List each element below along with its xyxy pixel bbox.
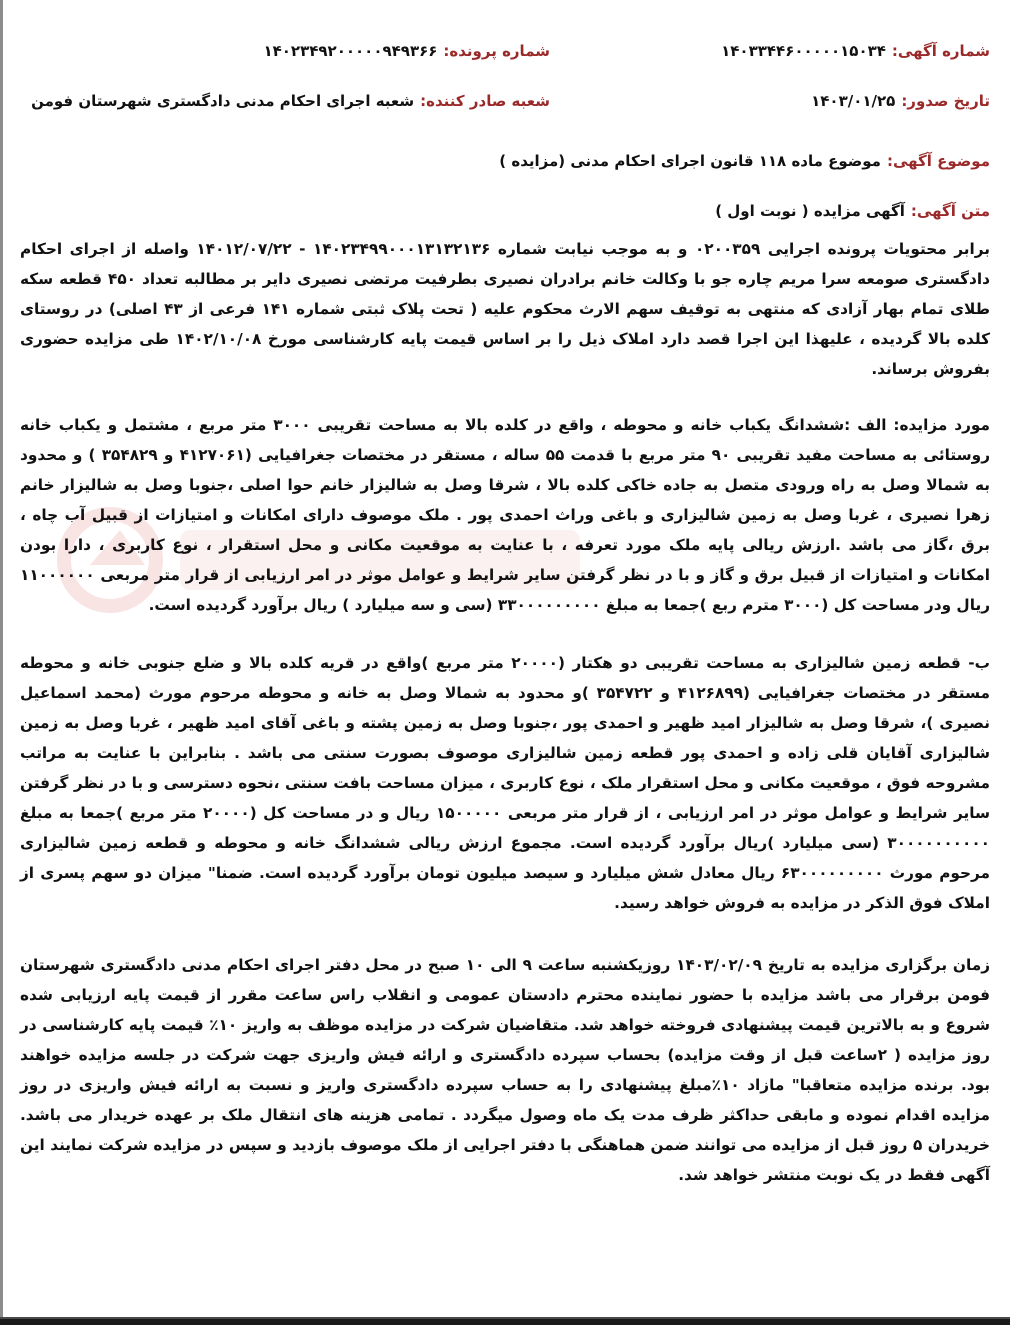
notice-number: ۱۴۰۳۳۴۴۶۰۰۰۰۰۱۵۰۳۴ bbox=[721, 42, 886, 60]
case-number-label: شماره پرونده: bbox=[443, 42, 550, 60]
issue-date: ۱۴۰۳/۰۱/۲۵ bbox=[811, 92, 896, 110]
header-row-issue bbox=[20, 86, 990, 116]
window-bottom-border bbox=[0, 1319, 1010, 1325]
text-title: آگهی مزایده ( نوبت اول ) bbox=[715, 202, 905, 220]
issue-date-group bbox=[811, 92, 990, 110]
notice-number-label: شماره آگهی: bbox=[891, 42, 990, 60]
paragraph-item-b: ب- قطعه زمین شالیزاری به مساحت تقریبی دو هکتار (۲۰۰۰۰ متر مربع )واقع در قریه کلده بالا و ضلع جنوبی خانه و محوطه مستقر در مختصات جغرافیایی (۴۱۲۶۸۹۹ و ۳۵۴۷۲۲ )و محدود به شمالا وصل به خانه و محوطه مرحوم مورث (محمد اسماعیل نصیری )، شرقا وصل به شالیزار امید ظهیر و احمدی پور ،جنوبا وصل به زمین پشته و باغی آقای امید ظهیر ، غربا وصل به زمین شالیزاری آقایان قلی زاده و احمدی پور قطعه زمین شالیزاری موصوف بصورت سنتی می باشد . بنابراین با عنایت به مراتب مشروحه فوق ، موقعیت مکانی و محل استقرار ملک ، نوع کاربری ، میزان مساحت بافت سنتی ،نحوه دسترسی و با در نظر گرفتن سایر شرایط و عوامل موثر در امر ارزیابی ، از قرار متر مربعی ۱۵۰۰۰۰۰ ریال و در مساحت کل (۲۰۰۰۰ متر مربع )جمعا به مبلغ ۳۰۰۰۰۰۰۰۰۰۰ (سی میلیارد )ریال برآورد گردیده است. مجموع ارزش ریالی ششدانگ خانه و محوطه و قطعه زمین شالیزاری مرحوم مورث ۶۳۰۰۰۰۰۰۰۰۰ ریال معادل شش میلیارد و سیصد میلیون تومان برآورد گردیده است. ضمنا" میزان دو سهم پسری از املاک فوق الذکر در مزایده به فروش خواهد رسید. bbox=[20, 654, 991, 912]
issuer-group bbox=[31, 92, 550, 110]
notice-number-group bbox=[721, 42, 990, 60]
paragraph-item-a: مورد مزایده: الف :ششدانگ یکباب خانه و محوطه ، واقع در کلده بالا به مساحت تقریبی ۳۰۰۰ متر مربع ، مشتمل و یکباب خانه روستائی به مساحت مفید تقریبی ۹۰ متر مربع با قدمت ۵۵ ساله ، مستقر در مختصات جغرافیایی (۴۱۲۷۰۶۱ و ۳۵۴۸۲۹ ) و محدود به شمالا وصل به راه ورودی متصل به جاده خاکی کلده بالا ، شرقا وصل به شالیزار خانم حوا اصلی ،جنوبا وصل به شالیزار خانم زهرا نصیری ، غربا وصل به زمین شالیزاری و باغی وراث احمدی پور . ملک موصوف دارای امکانات و امتیازات از قبیل آب چاه ، برق ،گاز می باشد .ارزش ریالی پایه ملک مورد تعرفه ، با عنایت به موقعیت مکانی و محل استقرار ، نوع کاربری ، دارا بودن امکانات و امتیازات از قبیل برق و گاز و با در نظر گرفتن سایر شرایط و عوامل موثر در امر ارزیابی از قرار متر مربعی ۱۱۰۰۰۰۰۰ ریال ودر مساحت کل (۳۰۰۰ مترم ربع )جمعا به مبلغ ۳۳۰۰۰۰۰۰۰۰۰ (سی و سه میلیارد ) ریال برآورد گردیده است. bbox=[20, 416, 991, 614]
subject: موضوع ماده ۱۱۸ قانون اجرای احکام مدنی (مزایده ) bbox=[499, 152, 881, 170]
subject-group bbox=[499, 152, 990, 170]
text-label: متن آگهی: bbox=[910, 202, 990, 220]
subject-label: موضوع آگهی: bbox=[886, 152, 990, 170]
subject-row bbox=[20, 146, 990, 176]
paragraph-auction-terms: زمان برگزاری مزایده به تاریخ ۱۴۰۳/۰۲/۰۹ روزیکشنبه ساعت ۹ الی ۱۰ صبح در محل دفتر اجرای احکام مدنی دادگستری شهرستان فومن برقرار می باشد مزایده با حضور نماینده محترم دادستان عمومی و انقلاب راس ساعت مقرر از قیمت پایه ارزیابی شده شروع و به بالاترین قیمت پیشنهادی فروخته خواهد شد. متقاضیان شرکت در مزایده موظف به واریز ۱۰٪ قیمت پایه کارشناسی در روز مزایده ( ۲ساعت قبل از وقت مزایده) بحساب سپرده دادگستری و ارائه فیش واریزی جهت شرکت در جلسه مزایده خواهند بود. برنده مزایده متعاقبا" مازاد ۱۰٪مبلغ پیشنهادی را به حساب سپرده دادگستری واریز و نسبت به ارائه فیش واریزی در روز مزایده اقدام نموده و مابقی حداکثر ظرف مدت یک ماه وصول میگردد . تمامی هزینه های انتقال ملک بر عهده خریدار می باشد. خریدران ۵ روز قبل از مزایده می توانند ضمن هماهنگی با دفتر اجرایی از ملک موصوف بازدید و سپس در مزایده شرکت نمایند این آگهی فقط در یک نوبت منتشر خواهد شد. bbox=[20, 956, 991, 1184]
issuer-label: شعبه صادر کننده: bbox=[420, 92, 550, 110]
case-number-group bbox=[263, 42, 550, 60]
text-title-row bbox=[20, 196, 990, 226]
text-title-group bbox=[715, 202, 990, 220]
paragraph-intro: برابر محتویات پرونده اجرایی ۰۲۰۰۳۵۹ و به موجب نیابت شماره ۱۴۰۲۳۴۹۹۰۰۰۱۳۱۳۲۱۳۶ - ۱۴۰۱۲/۰۷/۲۲ واصله از اجرای احکام دادگستری صومعه سرا مریم چاره جو با وکالت خانم برادران نصیری بطرفیت مرتضی نصیری دایر بر مطالبه تعداد ۴۵۰ قطعه سکه طلای تمام بهار آزادی که منتهی به توقیف سهم الارث محکوم علیه ( تحت پلاک ثبتی شماره ۱۴۱ فرعی از ۴۳ اصلی) در روستای کلده بالا گردیده ، علیهذا این اجرا قصد دارد املاک ذیل را بر اساس قیمت پایه کارشناسی مورخ ۱۴۰۲/۱۰/۰۸ طی مزایده حضوری بفروش برساند. bbox=[20, 240, 991, 378]
issue-date-label: تاریخ صدور: bbox=[901, 92, 990, 110]
window-left-border bbox=[0, 0, 3, 1325]
case-number: ۱۴۰۲۳۴۹۲۰۰۰۰۰۹۴۹۳۶۶ bbox=[263, 42, 438, 60]
header-row-numbers bbox=[20, 36, 990, 66]
issuer: شعبه اجرای احکام مدنی دادگستری شهرستان فومن bbox=[31, 92, 415, 110]
